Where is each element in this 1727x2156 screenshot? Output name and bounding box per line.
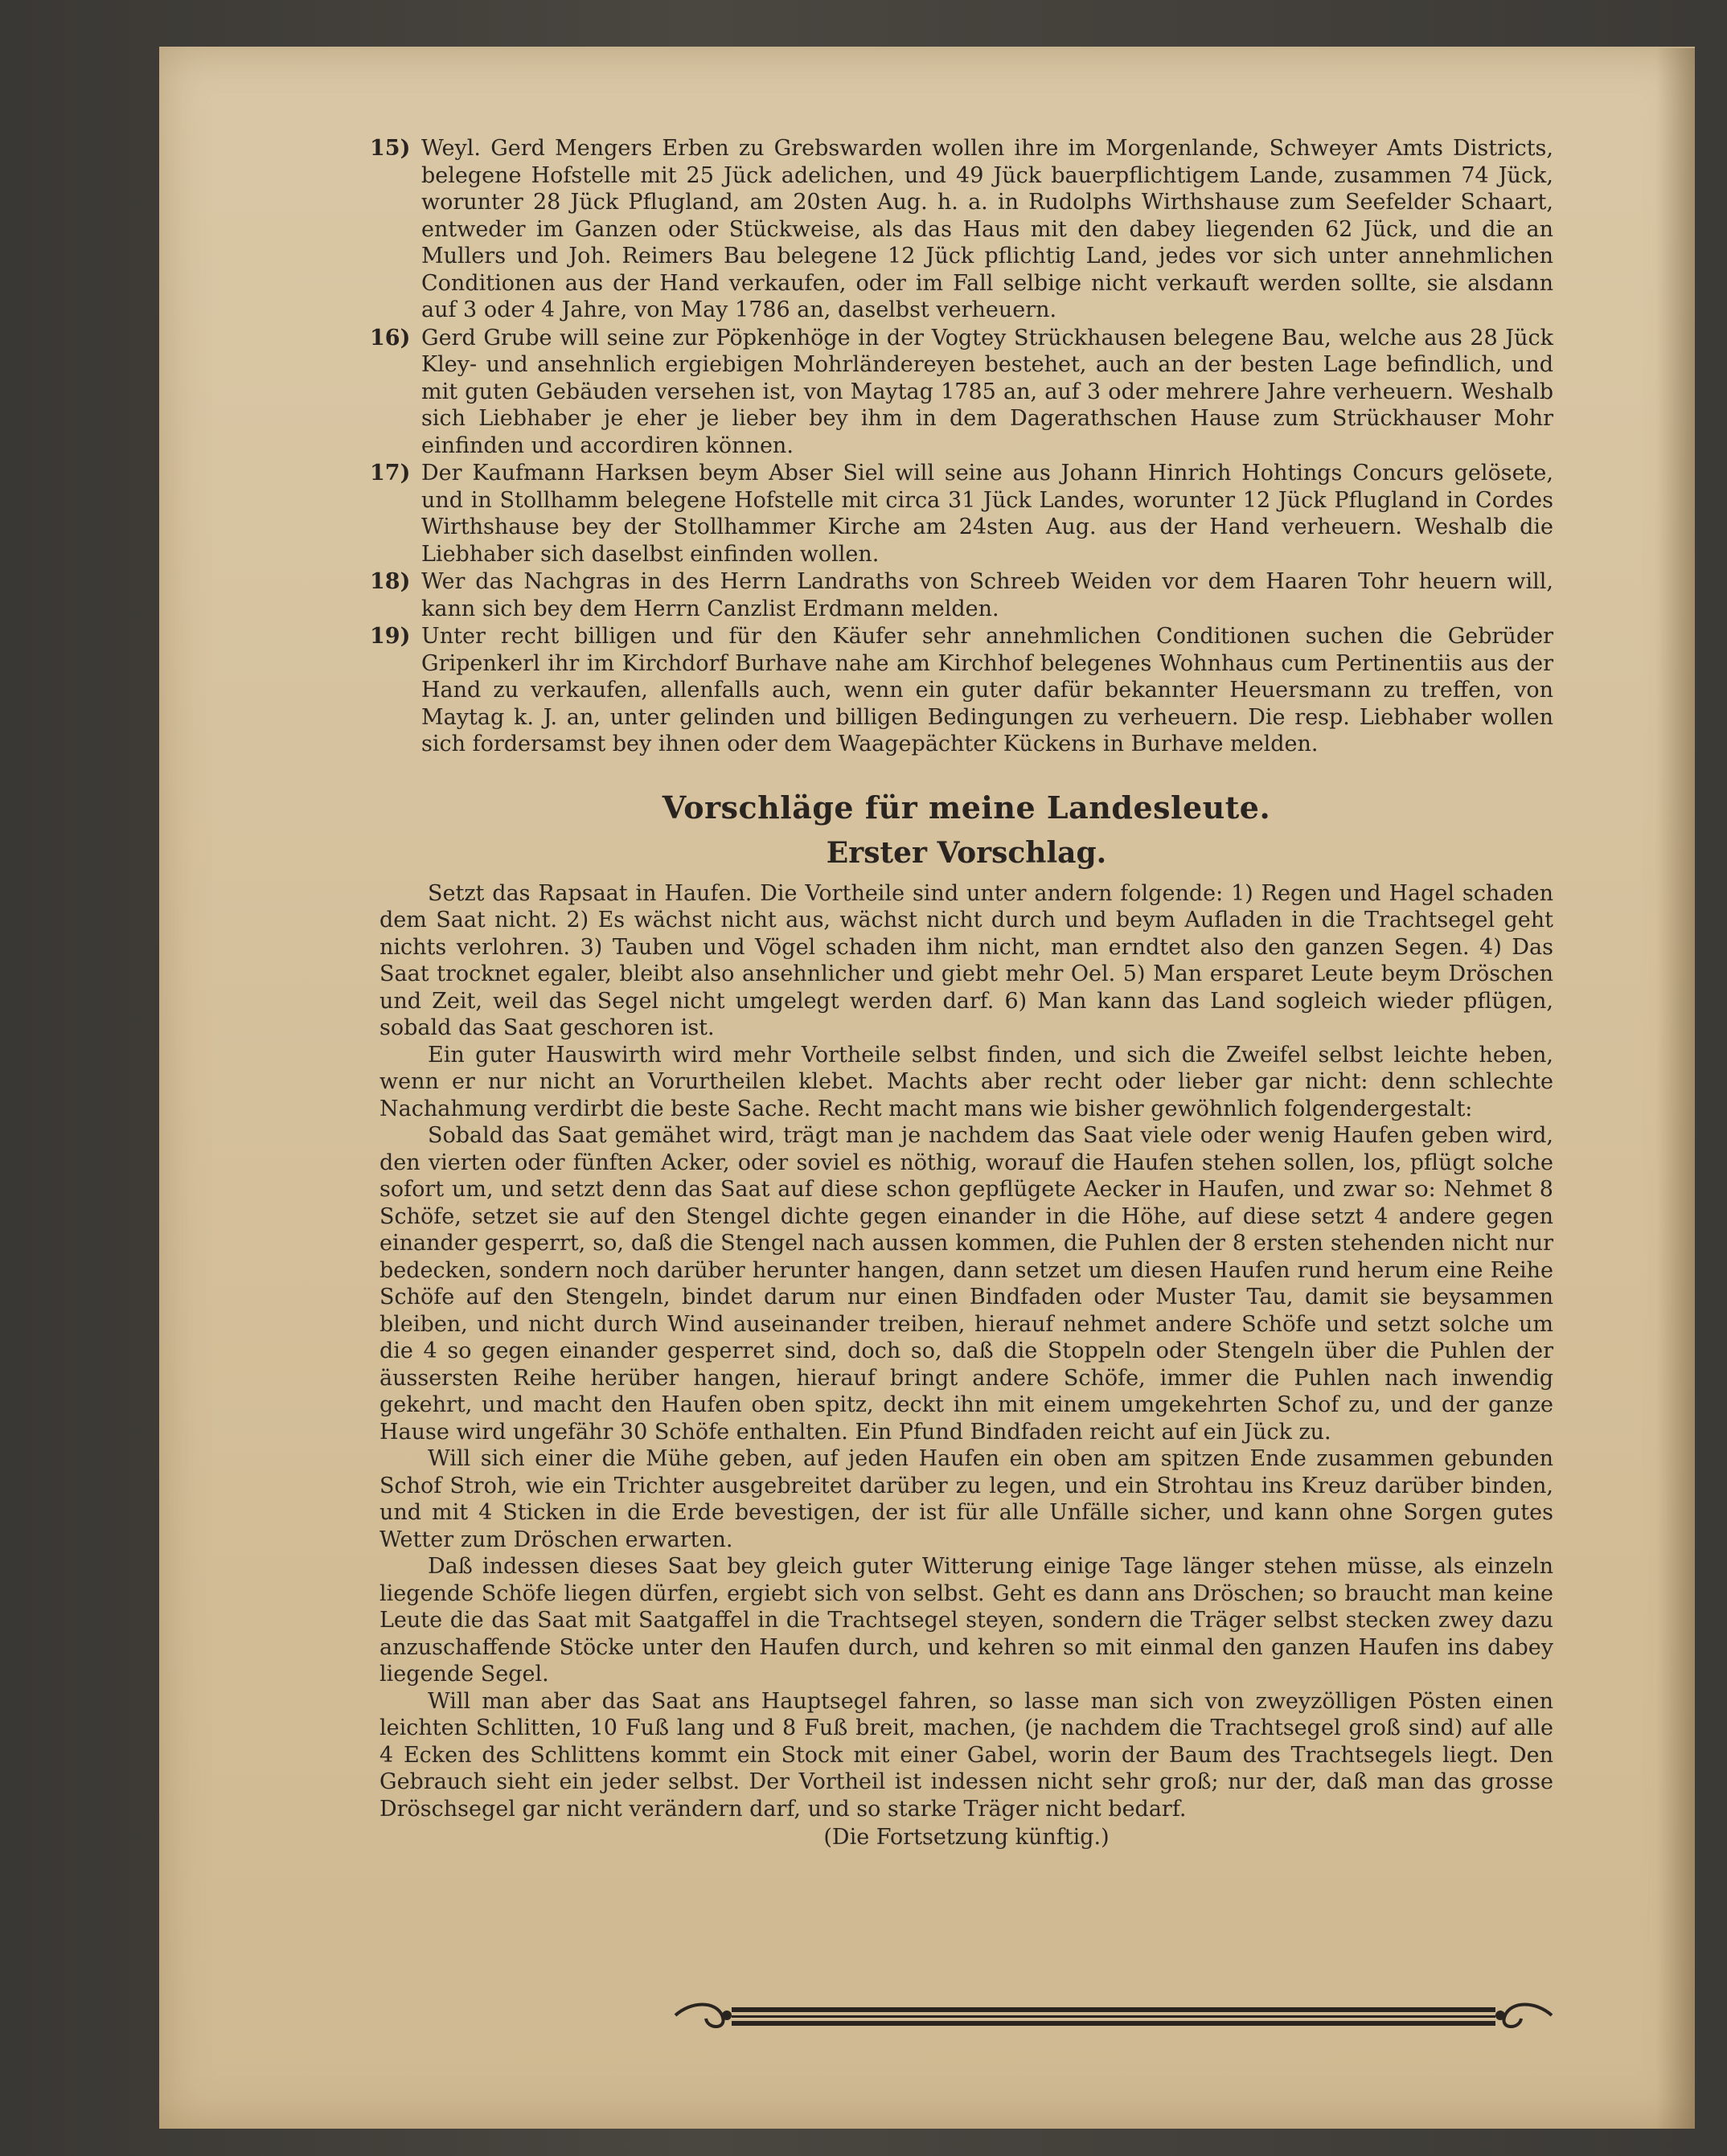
paragraph: Will man aber das Saat ans Hauptsegel fahren, so lasse man sich von zweyzölligen Pösten einen leichten Schlitten, 10 Fuß lang und 8 Fuß breit, machen, (je nachdem die Trachtsegel groß sind) auf alle 4 Ecken des Schlittens kommt ein Stock mit einer Gabel, worin der Baum des Trachtsegels liegt. Den Gebrauch sieht ein jeder selbst. Der Vortheil ist indessen nicht sehr groß; nur der, daß man das grosse Dröschsegel gar nicht verändern darf, und so starke Träger nicht bedarf. xyxy=(379,1688,1553,1822)
notice-number: 18) xyxy=(370,569,411,594)
notice-number: 16) xyxy=(370,325,411,350)
ornamental-rule-icon xyxy=(659,1998,1568,2033)
notice-text: Unter recht billigen und für den Käufer sehr annehmlichen Conditionen suchen die Gebrüder Gripenkerl ihr im Kirchdorf Burhave nahe am Kirchhof belegenes Wohnhaus cum Pertinentiis aus der Hand zu verkaufen, allenfalls auch, wenn ein guter dafür bekannter Heuersmann zu treffen, von Maytag k. J. an, unter gelinden und billigen Bedingungen zu verheuern. Die resp. Liebhaber wollen sich fordersamst bey ihnen oder dem Waagepächter Kückens in Burhave melden. xyxy=(421,624,1553,756)
notice-text: Wer das Nachgras in des Herrn Landraths von Schreeb Weiden vor dem Haaren Tohr heuern will, kann sich bey dem Herrn Canzlist Erdmann melden. xyxy=(421,569,1553,621)
notice-entry-17 xyxy=(370,460,1553,568)
notice-text: Weyl. Gerd Mengers Erben zu Grebswarden wollen ihre im Morgenlande, Schweyer Amts Districts, belegene Hofstelle mit 25 Jück adelichen, und 49 Jück bauerpflichtigem Lande, zusammen 74 Jück, worunter 28 Jück Pflugland, am 20sten Aug. h. a. in Rudolphs Wirthshause zum Seefelder Schaart, entweder im Ganzen oder Stückweise, als das Haus mit den dabey liegenden 62 Jück, und die an Mullers und Joh. Reimers Bau belegene 12 Jück pflichtig Land, jedes vor sich unter annehmlichen Conditionen aus der Hand verkaufen, oder im Fall selbige nicht verkauft werden sollte, sie alsdann auf 3 oder 4 Jahre, von May 1786 an, daselbst verheuern. xyxy=(421,136,1553,322)
paragraph: Will sich einer die Mühe geben, auf jeden Haufen ein oben am spitzen Ende zusammen gebunden Schof Stroh, wie ein Trichter ausgebreitet darüber zu legen, und ein Strohtau ins Kreuz darüber binden, und mit 4 Sticken in die Erde bevestigen, der ist für alle Unfälle sicher, und kann ohne Sorgen gutes Wetter zum Dröschen erwarten. xyxy=(379,1446,1553,1552)
section-heading: Vorschläge für meine Landesleute. xyxy=(662,789,1271,826)
notice-entry-16 xyxy=(370,325,1553,460)
notice-number: 19) xyxy=(370,624,411,649)
notice-number: 15) xyxy=(370,136,411,161)
notice-number: 17) xyxy=(370,461,411,486)
notice-entry-15 xyxy=(370,135,1553,324)
paragraph: Ein guter Hauswirth wird mehr Vortheile selbst finden, und sich die Zweifel selbst leichte heben, wenn er nur nicht an Vorurtheilen klebet. Machts aber recht oder lieber gar nicht: denn schlechte Nachahmung verdirbt die beste Sache. Recht macht mans wie bisher gewöhnlich folgendergestalt: xyxy=(379,1042,1553,1121)
document-body xyxy=(370,135,1553,1851)
paragraph: Daß indessen dieses Saat bey gleich guter Witterung einige Tage länger stehen müsse, als einzeln liegende Schöfe liegen dürfen, ergiebt sich von selbst. Geht es dann ans Dröschen; so braucht man keine Leute die das Saat mit Saatgaffel in die Trachtsegel steyen, sondern die Träger selbst stecken zwey dazu anzuschaffende Stöcke unter den Haufen durch, und kehren so mit einmal den ganzen Haufen ins dabey liegende Segel. xyxy=(379,1554,1553,1687)
paragraph: Sobald das Saat gemähet wird, trägt man je nachdem das Saat viele oder wenig Haufen geben wird, den vierten oder fünften Acker, oder soviel es nöthig, worauf die Haufen stehen sollen, los, pflügt solche sofort um, und setzt denn das Saat auf diese schon gepflügete Aecker in Haufen, und zwar so: Nehmet 8 Schöfe, setzet sie auf den Stengel dichte gegen einander in die Höhe, auf diese setzt 4 andere gegen einander gesperrt, so, daß die Stengel nach aussen kommen, die Puhlen der 8 ersten stehenden nicht nur bedecken, sondern noch darüber herunter hangen, dann setzet um diesen Haufen rund herum eine Reihe Schöfe auf den Stengeln, bindet darum nur einen Bindfaden oder Muster Tau, damit sie beysammen bleiben, und nicht durch Wind auseinander treiben, hierauf nehmet andere Schöfe und setzt solche um die 4 so gegen einander gesperret sind, doch so, daß die Stoppeln oder Stengeln über die Puhlen der äussersten Reihe herüber hangen, hierauf bringt andere Schöfe, immer die Puhlen nach inwendig gekehrt, und macht den Haufen oben spitz, deckt ihn mit einem umgekehrten Schof zu, und der ganze Hause wird ungefähr 30 Schöfe enthalten. Ein Pfund Bindfaden reicht auf ein Jück zu. xyxy=(379,1123,1553,1445)
section-subheading: Erster Vorschlag. xyxy=(826,835,1107,870)
notice-text: Gerd Grube will seine zur Pöpkenhöge in der Vogtey Strückhausen belegene Bau, welche aus 28 Jück Kley- und ansehnlich ergiebigen Mohrländereyen bestehet, auch an der besten Lage befindlich, und mit guten Gebäuden versehen ist, von Maytag 1785 an, auf 3 oder mehrere Jahre verheuern. Weshalb sich Liebhaber je eher je lieber bey ihm in dem Dagerathschen Hause zum Strückhauser Mohr einfinden und accordiren können. xyxy=(421,325,1553,458)
notice-entry-18 xyxy=(370,568,1553,622)
paragraph: Setzt das Rapsaat in Haufen. Die Vortheile sind unter andern folgende: 1) Regen und Hagel schaden dem Saat nicht. 2) Es wächst nicht aus, wächst nicht durch und beym Aufladen in die Trachtsegel geht nichts verlohren. 3) Tauben und Vögel schaden ihm nicht, man erndtet also den ganzen Segen. 4) Das Saat trocknet egaler, bleibt also ansehnlicher und giebt mehr Oel. 5) Man ersparet Leute beym Dröschen und Zeit, weil das Segel nicht umgelegt werden darf. 6) Man kann das Land sogleich wieder pflügen, sobald das Saat geschoren ist. xyxy=(379,880,1553,1040)
continuation-note: (Die Fortsetzung künftig.) xyxy=(823,1825,1110,1850)
notice-entry-19 xyxy=(370,623,1553,758)
notice-text: Der Kaufmann Harksen beym Abser Siel will seine aus Johann Hinrich Hohtings Concurs gelösete, und in Stollhamm belegene Hofstelle mit circa 31 Jück Landes, worunter 12 Jück Pflugland in Cordes Wirthshause bey der Stollhammer Kirche am 24sten Aug. aus der Hand verheuern. Weshalb die Liebhaber sich daselbst einfinden wollen. xyxy=(421,461,1553,567)
